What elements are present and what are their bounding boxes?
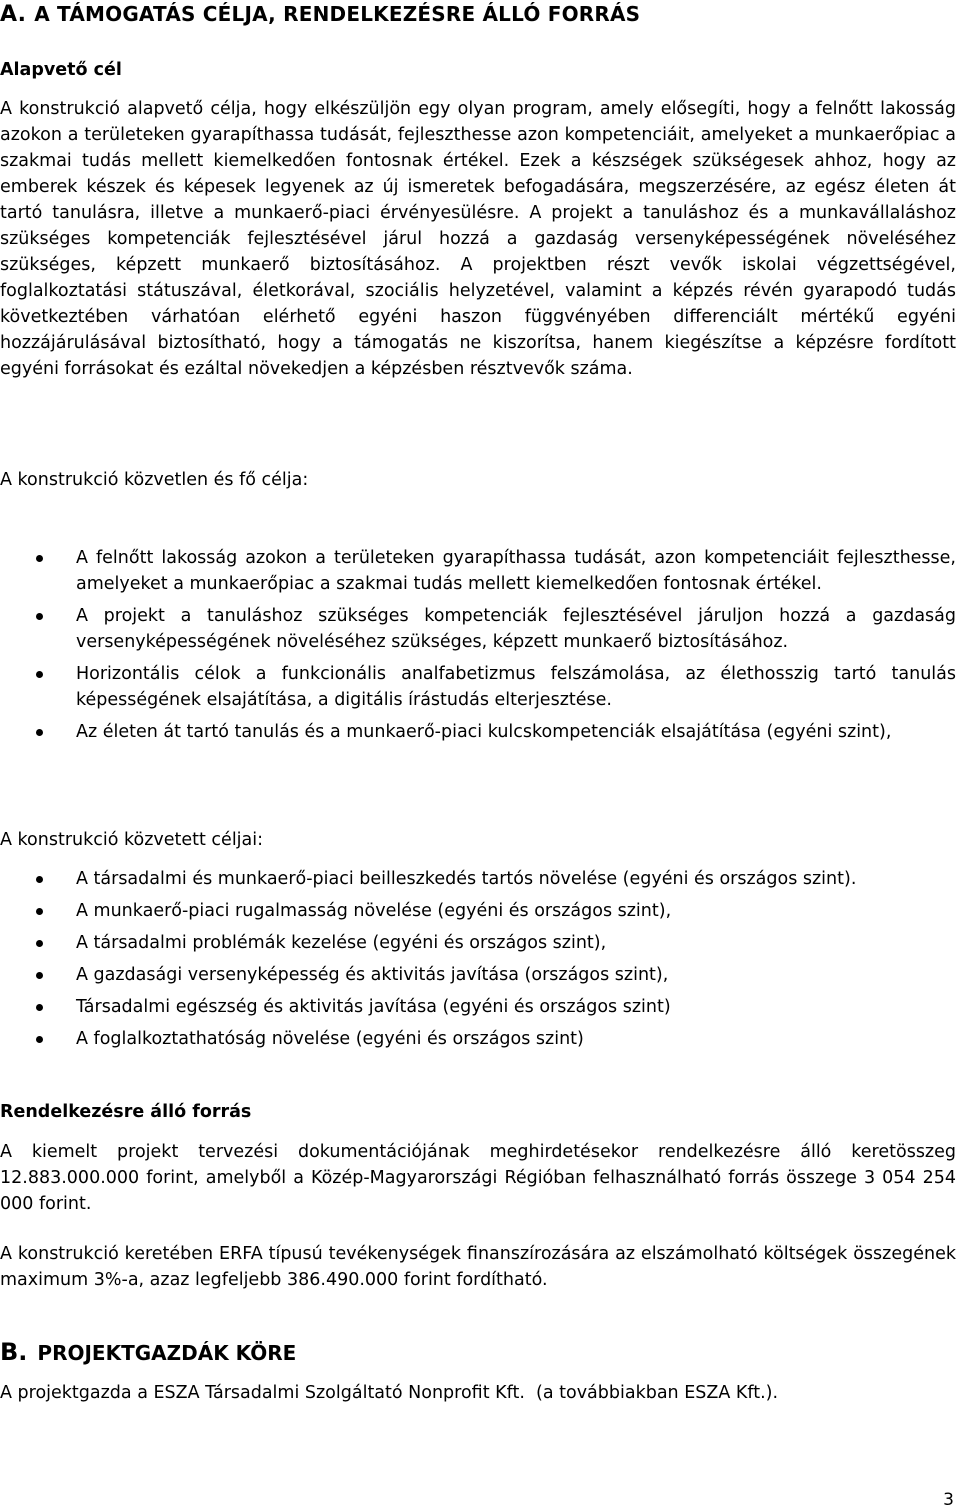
section-b-paragraph: A projektgazda a ESZA Társadalmi Szolgáltató Nonprofit Kft. (a továbbiakban ESZA Kft.).	[0, 1383, 779, 1403]
section-b-heading	[0, 1338, 296, 1366]
bullet-icon	[36, 729, 43, 736]
section-a-title: A TÁMOGATÁS CÉLJA, RENDELKEZÉSRE ÁLLÓ FORRÁS	[34, 2, 641, 26]
available-funds-paragraph-1: A kiemelt projekt tervezési dokumentációjának meghirdetésekor rendelkezésre álló keretösszeg 12.883.000.000 forint, amelyből a Közép-Magyarországi Régióban felhasználható forrás összege 3 054 254 000 forint.	[0, 1142, 956, 1214]
section-a-letter: A.	[0, 2, 27, 27]
section-a-heading	[0, 2, 640, 27]
available-funds-paragraph-2: A konstrukció keretében ERFA típusú tevékenységek finanszírozására az elszámolható költségek összegének maximum 3%-a, azaz legfeljebb 386.490.000 forint fordítható.	[0, 1244, 956, 1290]
bullet-icon	[36, 613, 43, 620]
bullet-icon	[36, 555, 43, 562]
section-b-title: PROJEKTGAZDÁK KÖRE	[37, 1341, 297, 1365]
direct-goals-heading: A konstrukció közvetlen és fő célja:	[0, 470, 309, 490]
indirect-goals-heading: A konstrukció közvetett céljai:	[0, 830, 264, 850]
list-item: Az életen át tartó tanulás és a munkaerő-piaci kulcskompetenciák elsajátítása (egyéni szint),	[0, 719, 956, 745]
bullet-icon	[36, 1036, 43, 1043]
list-item: A társadalmi problémák kezelése (egyéni és országos szint),	[0, 930, 956, 956]
bullet-icon	[36, 1004, 43, 1011]
direct-goals-list	[0, 545, 956, 745]
bullet-icon	[36, 972, 43, 979]
list-item: A foglalkoztathatóság növelése (egyéni és országos szint)	[0, 1026, 956, 1052]
basic-goal-paragraph: A konstrukció alapvető célja, hogy elkészüljön egy olyan program, amely elősegíti, hogy a felnőtt lakosság azokon a területeken gyarapíthassa tudását, fejleszthesse azon kompetenciáit, amelyeket a munkaerőpiac a szakmai tudás mellett kiemelkedően fontosnak értékel. Ezek a készségek szükségesek ahhoz, hogy az emberek készek és képesek legyenek az új ismeretek befogadására, megszerzésére, az egész életen át tartó tanulásra, illetve a munkaerő-piaci érvényesülésre. A projekt a tanuláshoz és a munkavállaláshoz szükséges kompetenciák fejlesztésével járul hozzá a gazdaság versenyképességének növeléséhez szükséges, képzett munkaerő biztosításához. A projektben részt vevők iskolai végzettségével, foglalkoztatási státuszával, életkorával, szociális helyzetével, valamint a képzés révén gyarapodó tudás következtében várhatóan elérhető egyéni haszon függvényében differenciált mértékű egyéni hozzájárulásával biztosítható, hogy a támogatás ne kiszorítsa, hanem kiegészítse a képzésre fordított egyéni forrásokat és ezáltal növekedjen a képzésben résztvevők száma.	[0, 99, 956, 379]
list-item: A projekt a tanuláshoz szükséges kompetenciák fejlesztésével járuljon hozzá a gazdaság versenyképességének növeléséhez szükséges, képzett munkaerő biztosításához.	[0, 603, 956, 655]
list-item: A társadalmi és munkaerő-piaci beilleszkedés tartós növelése (egyéni és országos szint).	[0, 866, 956, 892]
page-number: 3	[943, 1490, 954, 1510]
basic-goal-heading: Alapvető cél	[0, 60, 122, 80]
indirect-goals-list	[0, 866, 956, 1052]
bullet-icon	[36, 671, 43, 678]
list-item: A felnőtt lakosság azokon a területeken gyarapíthassa tudását, azon kompetenciáit fejleszthesse, amelyeket a munkaerőpiac a szakmai tudás mellett kiemelkedően fontosnak értékel.	[0, 545, 956, 597]
list-item: Társadalmi egészség és aktivitás javítása (egyéni és országos szint)	[0, 994, 956, 1020]
bullet-icon	[36, 940, 43, 947]
list-item: A munkaerő-piaci rugalmasság növelése (egyéni és országos szint),	[0, 898, 956, 924]
list-item: A gazdasági versenyképesség és aktivitás javítása (országos szint),	[0, 962, 956, 988]
bullet-icon	[36, 876, 43, 883]
list-item: Horizontális célok a funkcionális analfabetizmus felszámolása, az élethosszig tartó tanulás képességének elsajátítása, a digitális írástudás elterjesztése.	[0, 661, 956, 713]
bullet-icon	[36, 908, 43, 915]
section-b-letter: B.	[0, 1338, 28, 1366]
available-funds-heading: Rendelkezésre álló forrás	[0, 1102, 252, 1122]
